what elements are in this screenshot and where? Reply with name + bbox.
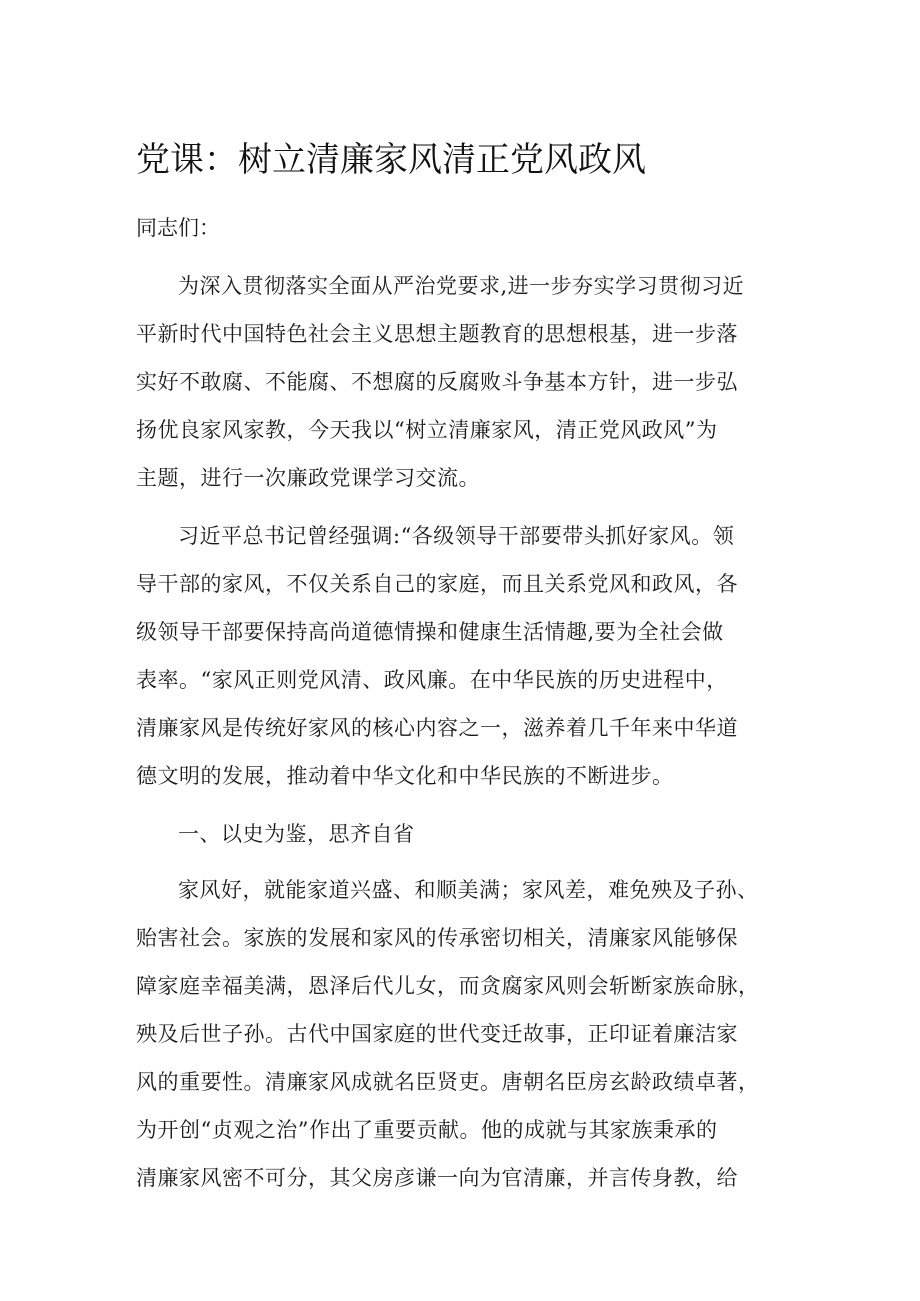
- paragraph-line: 习近平总书记曾经强调:“各级领导干部要带头抓好家风。领: [178, 524, 735, 548]
- paragraph-line: 主题，进行一次廉政党课学习交流。: [136, 466, 480, 490]
- paragraph-line: 风的重要性。清廉家风成就名臣贤吏。唐朝名臣房玄龄政绩卓著，: [136, 1070, 760, 1094]
- section-heading-text: 一、以史为鉴，思齐自省: [178, 822, 415, 846]
- paragraph-line: 殃及后世子孙。古代中国家庭的世代变迁故事，正印证着廉洁家: [136, 1022, 738, 1046]
- paragraph-line: 导干部的家风，不仅关系自己的家庭，而且关系党风和政风，各: [136, 572, 738, 596]
- paragraph-line: 障家庭幸福美满，恩泽后代儿女，而贪腐家风则会斩断家族命脉，: [136, 974, 760, 998]
- paragraph-line: 为开创“贞观之治”作出了重要贡献。他的成就与其家族秉承的: [136, 1118, 718, 1142]
- paragraph-line: 级领导干部要保持高尚道德情操和健康生活情趣,要为全社会做: [136, 620, 724, 644]
- section-heading: [136, 810, 796, 858]
- paragraph-line: 平新时代中国特色社会主义思想主题教育的思想根基，进一步落: [136, 322, 738, 346]
- paragraph-line: 表率。“家风正则党风清、政风廉。在中华民族的历史进程中，: [136, 668, 728, 692]
- paragraph-line: 清廉家风是传统好家风的核心内容之一，滋养着几千年来中华道: [136, 716, 738, 740]
- paragraph-line: 扬优良家风家教，今天我以“树立清廉家风，清正党风政风”为: [136, 418, 718, 442]
- paragraph-line: 清廉家风密不可分，其父房彦谦一向为官清廉，并言传身教，给: [136, 1166, 738, 1190]
- paragraph-line: 为深入贯彻落实全面从严治党要求,进一步夯实学习贯彻习近: [178, 274, 745, 298]
- paragraph-line: 贻害社会。家族的发展和家风的传承密切相关，清廉家风能够保: [136, 926, 738, 950]
- paragraph-intro: [136, 262, 796, 502]
- paragraph-line: 德文明的发展，推动着中华文化和中华民族的不断进步。: [136, 764, 674, 788]
- document-title: 党课：树立清廉家风清正党风政风: [136, 140, 646, 180]
- paragraph-history: [136, 866, 796, 1202]
- paragraph-line: 实好不敢腐、不能腐、不想腐的反腐败斗争基本方针，进一步弘: [136, 370, 738, 394]
- paragraph-quote: [136, 512, 796, 800]
- salutation: 同志们：: [136, 216, 220, 240]
- paragraph-line: 家风好，就能家道兴盛、和顺美满；家风差，难免殃及子孙、: [178, 878, 759, 902]
